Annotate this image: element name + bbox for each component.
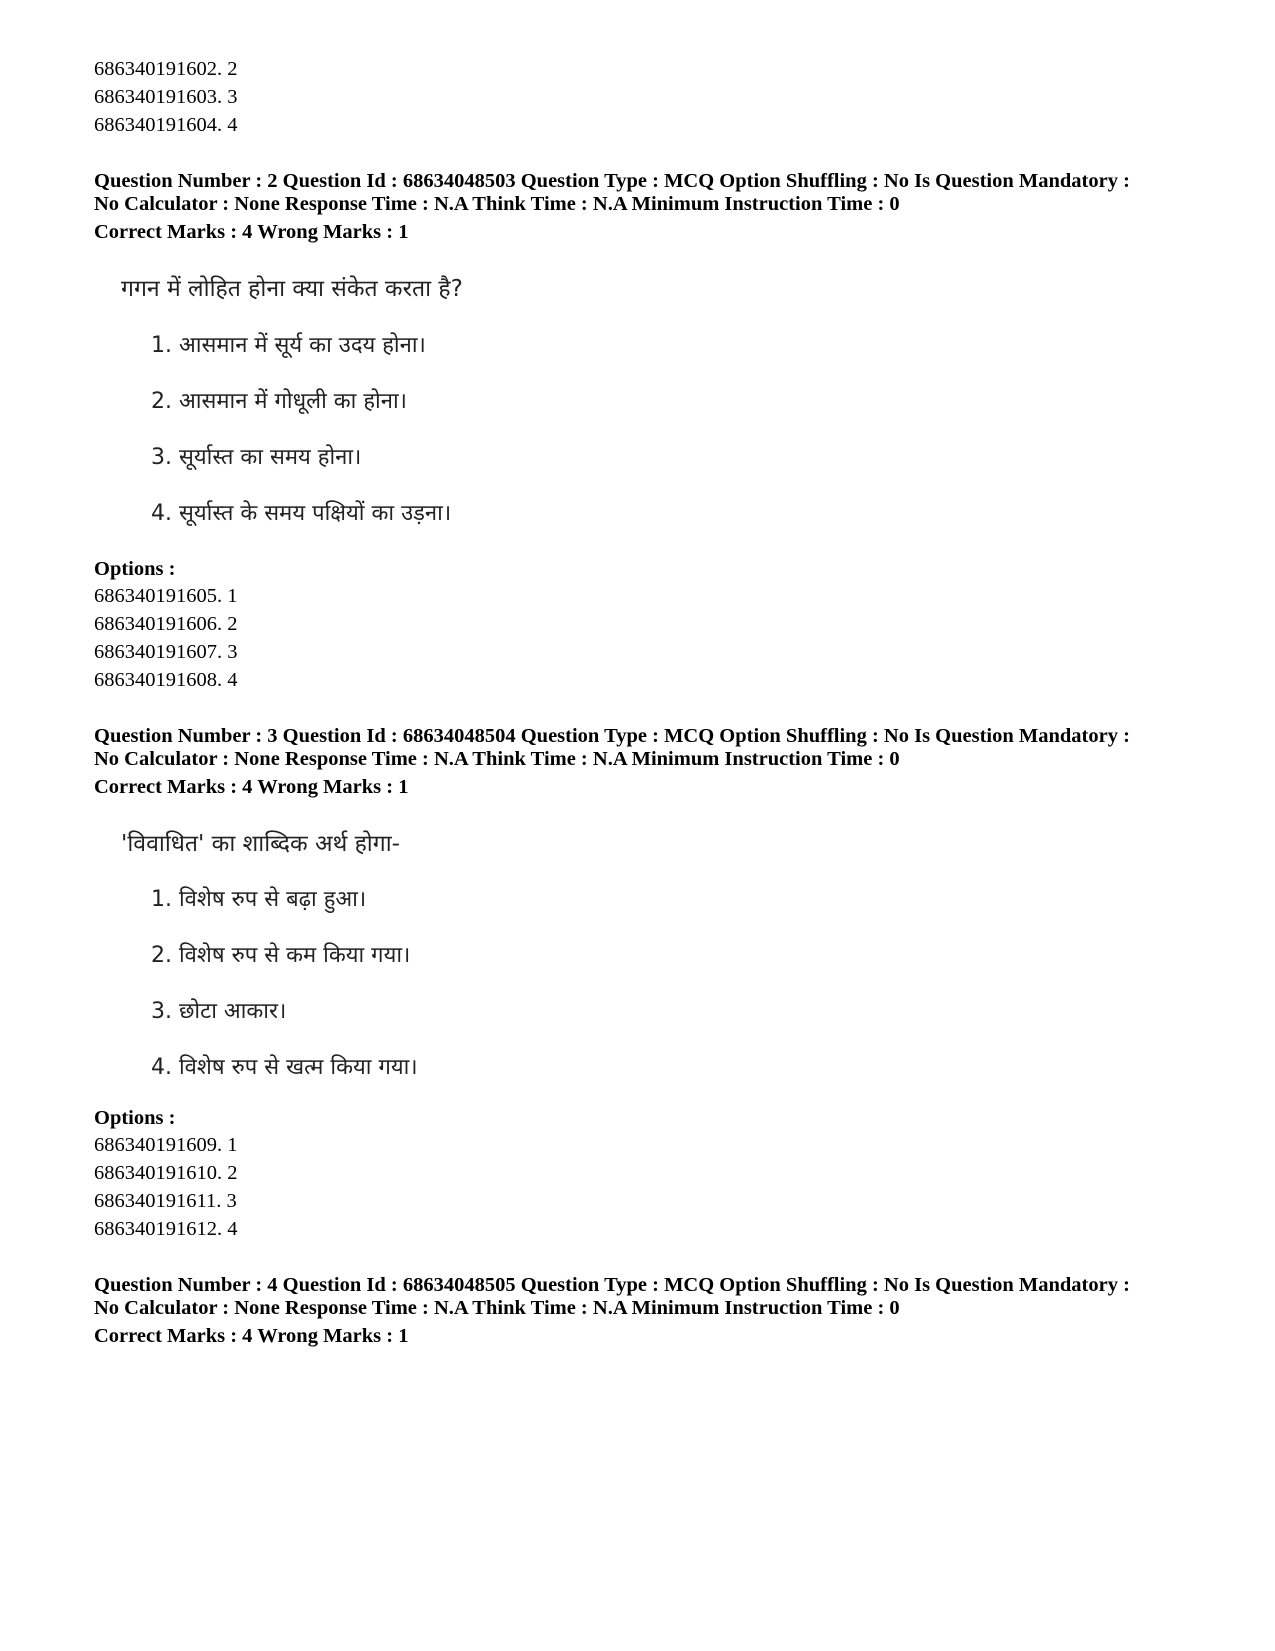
question-header: No Calculator : None Response Time : N.A Think Time : N.A Minimum Instruction Time : 0 xyxy=(94,748,900,770)
choice-text: 4. सूर्यास्त के समय पक्षियों का उड़ना। xyxy=(151,501,452,526)
option-line: 686340191606. 2 xyxy=(94,613,238,635)
option-line: 686340191607. 3 xyxy=(94,641,238,663)
choice-text: 2. आसमान में गोधूली का होना। xyxy=(151,389,407,414)
option-line: 686340191608. 4 xyxy=(94,669,238,691)
option-line: 686340191611. 3 xyxy=(94,1190,237,1212)
question-text: 'विवाधित' का शाब्दिक अर्थ होगा- xyxy=(121,831,400,857)
question-header: No Calculator : None Response Time : N.A Think Time : N.A Minimum Instruction Time : 0 xyxy=(94,193,900,215)
choice-text: 3. सूर्यास्त का समय होना। xyxy=(151,445,362,470)
question-header: Question Number : 2 Question Id : 68634048503 Question Type : MCQ Option Shuffling : No Is Question Mandatory : xyxy=(94,170,1130,192)
option-line: 686340191604. 4 xyxy=(94,114,238,136)
question-header: Question Number : 4 Question Id : 68634048505 Question Type : MCQ Option Shuffling : No Is Question Mandatory : xyxy=(94,1274,1130,1296)
choice-text: 1. विशेष रुप से बढ़ा हुआ। xyxy=(151,887,367,912)
question-marks: Correct Marks : 4 Wrong Marks : 1 xyxy=(94,1325,409,1347)
question-text: गगन में लोहित होना क्या संकेत करता है? xyxy=(121,276,463,302)
question-marks: Correct Marks : 4 Wrong Marks : 1 xyxy=(94,776,409,798)
choice-text: 1. आसमान में सूर्य का उदय होना। xyxy=(151,333,426,358)
option-line: 686340191610. 2 xyxy=(94,1162,238,1184)
options-label: Options : xyxy=(94,558,176,580)
options-label: Options : xyxy=(94,1107,176,1129)
option-line: 686340191603. 3 xyxy=(94,86,238,108)
option-line: 686340191612. 4 xyxy=(94,1218,238,1240)
option-line: 686340191605. 1 xyxy=(94,585,238,607)
choice-text: 2. विशेष रुप से कम किया गया। xyxy=(151,943,411,968)
choice-text: 3. छोटा आकार। xyxy=(151,999,287,1024)
question-header: No Calculator : None Response Time : N.A Think Time : N.A Minimum Instruction Time : 0 xyxy=(94,1297,900,1319)
option-line: 686340191602. 2 xyxy=(94,58,238,80)
option-line: 686340191609. 1 xyxy=(94,1134,238,1156)
question-marks: Correct Marks : 4 Wrong Marks : 1 xyxy=(94,221,409,243)
question-header: Question Number : 3 Question Id : 68634048504 Question Type : MCQ Option Shuffling : No Is Question Mandatory : xyxy=(94,725,1130,747)
choice-text: 4. विशेष रुप से खत्म किया गया। xyxy=(151,1055,418,1080)
